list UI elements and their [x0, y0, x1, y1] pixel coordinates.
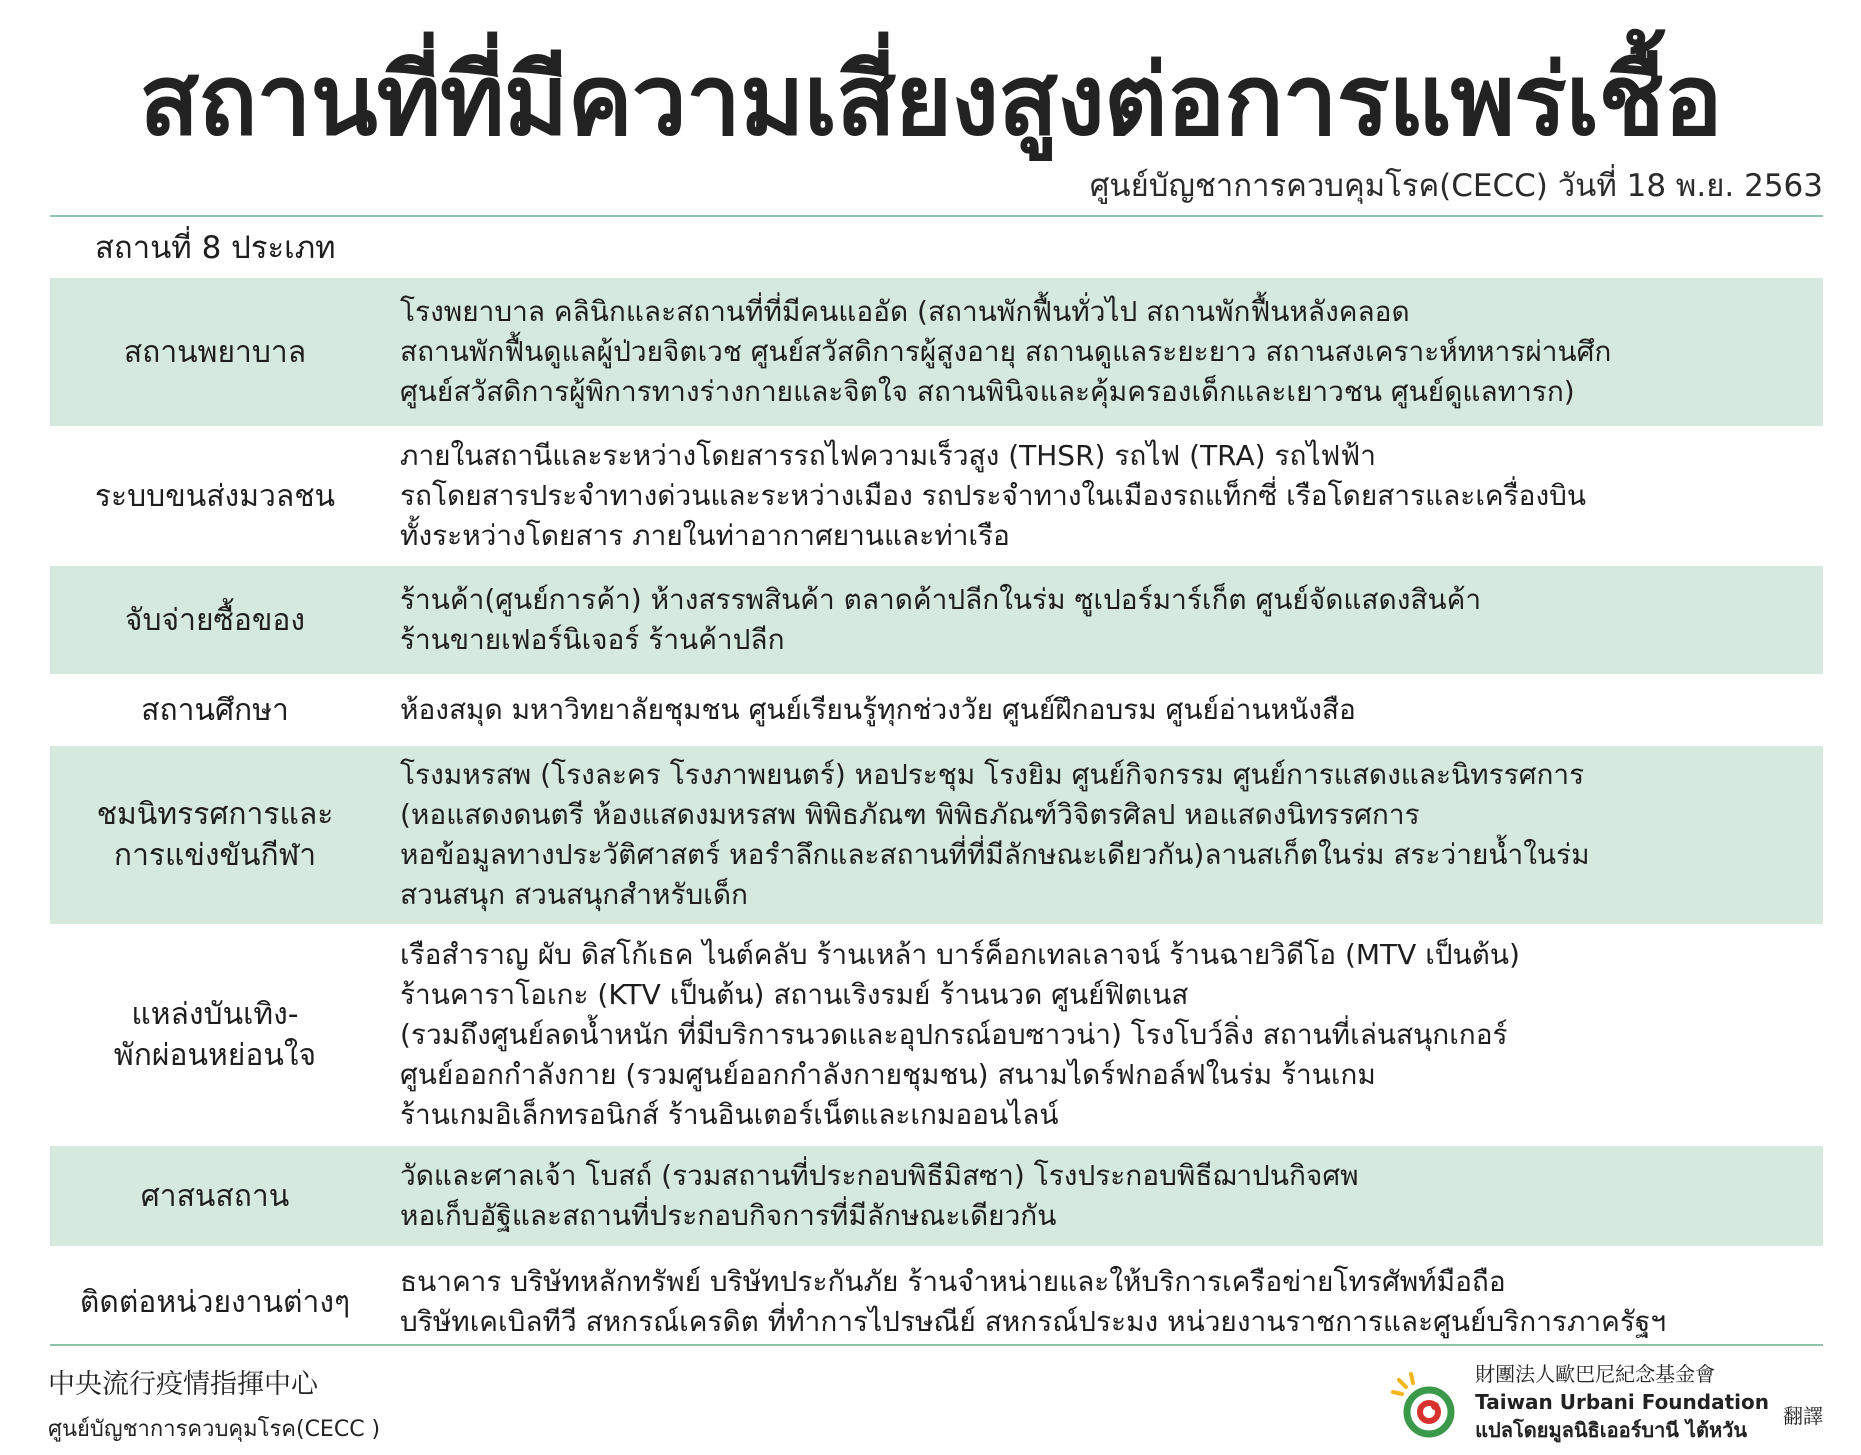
category-description: โรงมหรสพ (โรงละคร โรงภาพยนตร์) หอประชุม โรงยิม ศูนย์กิจกรรม ศูนย์การแสดงและนิทรรศการ (หอแสดงดนตรี ห้องแสดงมหรสพ พิพิธภัณฑ พิพิธภัณฑ์วิจิตรศิลป หอแสดงนิทรรศการ หอข้อมูลทางประวัติศาสตร์ หอรำลึกและสถานที่ที่มีลักษณะเดียวกัน)ลานสเก็ตในร่ม สระว่ายน้ำในร่ม สวนสนุก สวนสนุกสำหรับเด็ก [400, 758, 1590, 911]
translated-label: 翻譯 [1783, 1404, 1823, 1428]
category-description: ธนาคาร บริษัทหลักทรัพย์ บริษัทประกันภัย ร้านจำหน่ายและให้บริการเครือข่ายโทรศัพท์มือถือ บริษัทเคเบิลทีวี สหกรณ์เครดิต ที่ทำการไปรษณีย์ สหกรณ์ประมง หน่วยงานราชการและศูนย์บริการภาครัฐฯ [400, 1265, 1667, 1338]
category-description: ห้องสมุด มหาวิทยาลัยชุมชน ศูนย์เรียนรู้ทุกช่วงวัย ศูนย์ฝึกอบรม ศูนย์อ่านหนังสือ [400, 693, 1356, 726]
category-label: สถานพยาบาล [123, 334, 307, 370]
table-row [50, 566, 1823, 676]
risk-places-table [50, 278, 1823, 1358]
foundation-name-thai: แปลโดยมูลนิธิเออร์บานี ไต้หวัน [1475, 1418, 1748, 1442]
agency-thai: ศูนย์บัญชาการควบคุมโรค(CECC ) [48, 1417, 381, 1442]
agency-chinese: 中央流行疫情指揮中心 [48, 1369, 318, 1400]
category-label: ติดต่อหน่วยงานต่างๆ [79, 1284, 351, 1320]
foundation-name-english: Taiwan Urbani Foundation [1475, 1390, 1769, 1414]
source-date: ศูนย์บัญชาการควบคุมโรค(CECC) วันที่ 18 พ.ย. 2563 [1089, 168, 1823, 204]
table-row [50, 278, 1823, 428]
table-row [50, 746, 1823, 926]
category-description: ภายในสถานีและระหว่างโดยสารรถไฟความเร็วสูง (THSR) รถไฟ (TRA) รถไฟฟ้า รถโดยสารประจำทางด่วนและระหว่างเมือง รถประจำทางในเมืองรถแท็กซี่ เรือโดยสารและเครื่องบิน ทั้งระหว่างโดยสาร ภายในท่าอากาศยานและท่าเรือ [400, 439, 1587, 552]
category-label: ชมนิทรรศการและ การแข่งขันกีฬา [96, 797, 334, 873]
footer-translator [1389, 1360, 1823, 1444]
category-description: วัดและศาลเจ้า โบสถ์ (รวมสถานที่ประกอบพิธีมิสซา) โรงประกอบพิธีฌาปนกิจศพ หอเก็บอัฐิและสถานที่ประกอบกิจการที่มีลักษณะเดียวกัน [400, 1159, 1359, 1232]
category-label: จับจ่ายซื้อของ [124, 602, 306, 638]
page-title: สถานที่ที่มีความเสี่ยงสูงต่อการแพร่เชื้อ [139, 44, 1722, 158]
category-description: ร้านค้า(ศูนย์การค้า) ห้างสรรพสินค้า ตลาดค้าปลีกในร่ม ซูเปอร์มาร์เก็ต ศูนย์จัดแสดงสินค้า ร้านขายเฟอร์นิเจอร์ ร้านค้าปลีก [400, 583, 1482, 656]
subheading: สถานที่ 8 ประเภท [95, 230, 336, 266]
foundation-name-chinese: 財團法人歐巴尼紀念基金會 [1475, 1362, 1716, 1386]
table-row [50, 428, 1823, 566]
category-label: ระบบขนส่งมวลชน [94, 478, 336, 514]
category-label: ศาสนสถาน [140, 1178, 290, 1214]
category-label: แหล่งบันเทิง- พักผ่อนหย่อนใจ [113, 997, 317, 1073]
table-row [50, 1248, 1823, 1358]
category-description: โรงพยาบาล คลินิกและสถานที่ที่มีคนแออัด (สถานพักฟื้นทั่วไป สถานพักฟื้นหลังคลอด สถานพักฟื้นดูแลผู้ป่วยจิตเวช ศูนย์สวัสดิการผู้สูงอายุ สถานดูแลระยะยาว สถานสงเคราะห์ทหารผ่านศึก ศูนย์สวัสดิการผู้พิการทางร่างกายและจิตใจ สถานพินิจและคุ้มครองเด็กและเยาวชน ศูนย์ดูแลทารก) [400, 295, 1612, 408]
table-row [50, 1146, 1823, 1248]
bottom-divider [50, 1344, 1823, 1346]
table-row [50, 926, 1823, 1146]
footer-agency [48, 1362, 380, 1446]
top-divider [50, 215, 1823, 217]
foundation-logo-icon [1389, 1370, 1461, 1442]
category-label: สถานศึกษา [141, 692, 289, 728]
category-description: เรือสำราญ ผับ ดิสโก้เธค ไนต์คลับ ร้านเหล้า บาร์ค็อกเทลเลาจน์ ร้านฉายวิดีโอ (MTV เป็นต้น) ร้านคาราโอเกะ (KTV เป็นต้น) สถานเริงรมย์ ร้านนวด ศูนย์ฟิตเนส (รวมถึงศูนย์ลดน้ำหนัก ที่มีบริการนวดและอุปกรณ์อบซาวน่า) โรงโบว์ลิ่ง สถานที่เล่นสนุกเกอร์ ศูนย์ออกกำลังกาย (รวมศูนย์ออกกำลังกายชุมชน) สนามไดร์ฟกอล์ฟในร่ม ร้านเกม ร้านเกมอิเล็กทรอนิกส์ ร้านอินเตอร์เน็ตและเกมออนไลน์ [400, 938, 1520, 1131]
table-row [50, 676, 1823, 746]
